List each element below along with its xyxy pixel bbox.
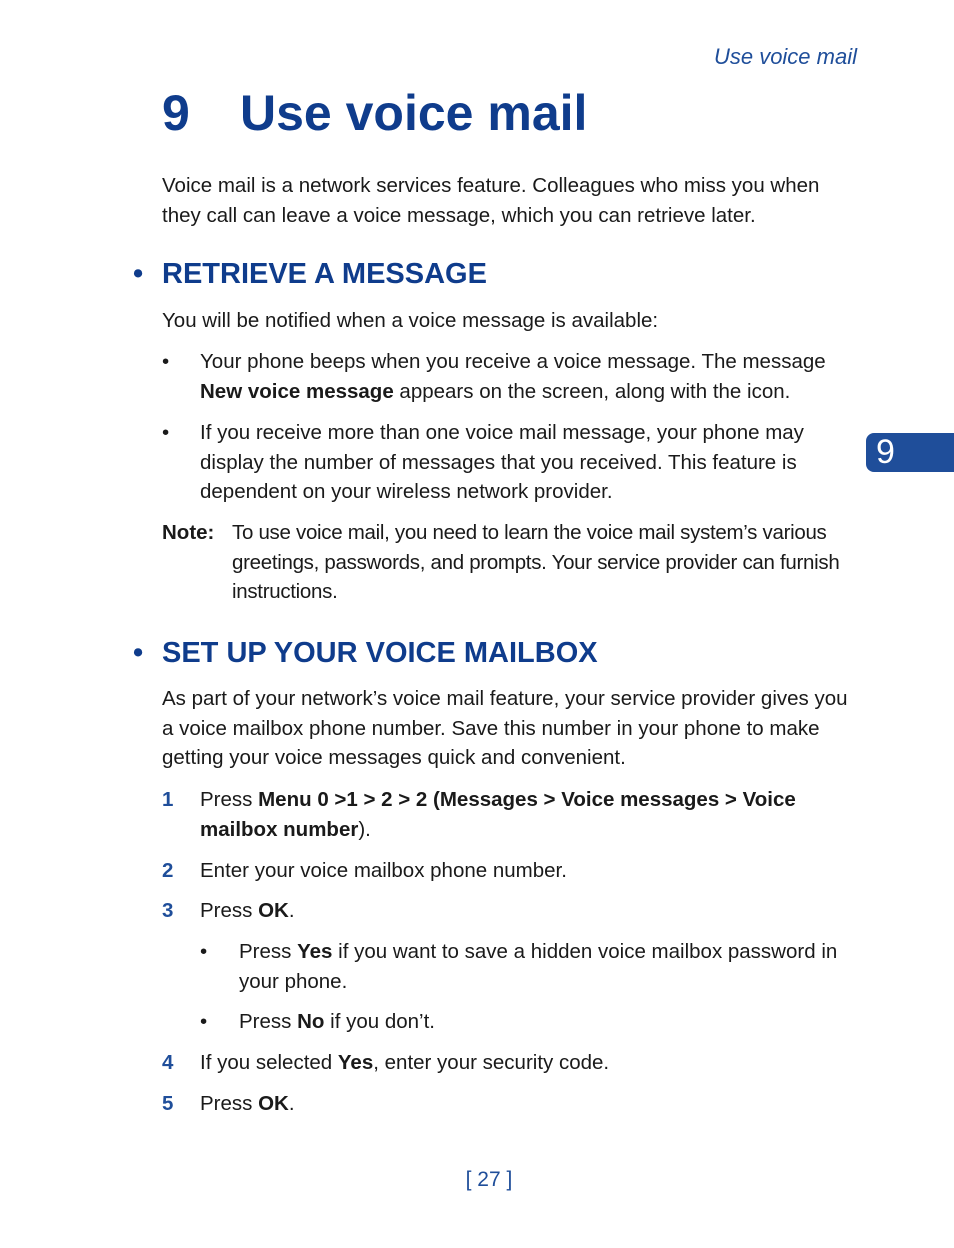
screen-message-label: New voice message (200, 379, 394, 403)
section-heading-retrieve (133, 258, 487, 291)
step-number: 5 (162, 1092, 174, 1115)
step-item (162, 1048, 862, 1078)
step-number: 4 (162, 1051, 174, 1074)
step-item (162, 785, 862, 844)
sub-list-item-text: Press Yes if you want to save a hidden voice mailbox password in your phone. (239, 940, 838, 993)
section-heading-setup (133, 637, 598, 670)
step-item (162, 856, 862, 886)
step-text: Press OK. (200, 1092, 295, 1115)
running-head: Use voice mail (713, 44, 857, 69)
yes-key-label: Yes (297, 940, 333, 963)
note-text: To use voice mail, you need to learn the voice mail system’s various greetings, passwords, and prompts. Your service provider can furnish instructions. (232, 521, 840, 603)
bullet-mark: • (162, 350, 170, 373)
step-item (162, 896, 862, 926)
step-number: 2 (162, 859, 174, 882)
bullet-mark: • (200, 1010, 208, 1033)
step-text: If you selected Yes, enter your security code. (200, 1051, 610, 1074)
chapter-tab-number: 9 (876, 433, 895, 471)
intro-paragraph: Voice mail is a network services feature. Colleagues who miss you when they call can leave a voice message, which you can retrieve later. (162, 174, 820, 227)
section-lead: You will be notified when a voice message is available: (162, 309, 659, 332)
chapter-title (162, 84, 587, 142)
section-bullet: • (133, 258, 144, 290)
step-text: Press OK. (200, 899, 295, 922)
step-number: 3 (162, 899, 174, 922)
list-item (162, 347, 862, 406)
sub-list-item (200, 937, 860, 996)
section-heading-text: SET UP YOUR VOICE MAILBOX (162, 637, 598, 669)
note-label: Note: (162, 521, 215, 544)
no-key-label: No (297, 1010, 325, 1033)
step-item (162, 1089, 862, 1119)
chapter-thumb-tab (866, 433, 954, 472)
bullet-mark: • (162, 421, 170, 444)
ok-key-label: OK (258, 1092, 289, 1115)
menu-path: Menu 0 >1 > 2 > 2 (Messages > Voice messages > Voice mailbox number (200, 788, 796, 841)
bullet-mark: • (200, 940, 208, 963)
sub-list-item (200, 1007, 860, 1037)
chapter-title-text: Use voice mail (240, 85, 588, 141)
page-number: [ 27 ] (465, 1168, 513, 1191)
note (162, 518, 862, 607)
chapter-number: 9 (162, 85, 190, 141)
yes-key-label: Yes (337, 1051, 374, 1074)
list-item-text: Your phone beeps when you receive a voice message. The message New voice message appears on the screen, along with the icon. (200, 350, 826, 403)
step-text: Enter your voice mailbox phone number. (200, 859, 567, 882)
section-heading-text: RETRIEVE A MESSAGE (162, 258, 487, 290)
section-bullet: • (133, 637, 144, 669)
step-text: Press Menu 0 >1 > 2 > 2 (Messages > Voice messages > Voice mailbox number). (200, 788, 796, 841)
sub-list-item-text: Press No if you don’t. (239, 1010, 435, 1033)
list-item (162, 418, 862, 507)
section-lead: As part of your network’s voice mail feature, your service provider gives you a voice mailbox phone number. Save this number in your phone to make getting your voice messages quick and convenient. (162, 687, 848, 769)
list-item-text: If you receive more than one voice mail message, your phone may display the number of messages that you received. This feature is dependent on your wireless network provider. (200, 421, 804, 503)
ok-key-label: OK (258, 899, 289, 922)
step-number: 1 (162, 788, 174, 811)
